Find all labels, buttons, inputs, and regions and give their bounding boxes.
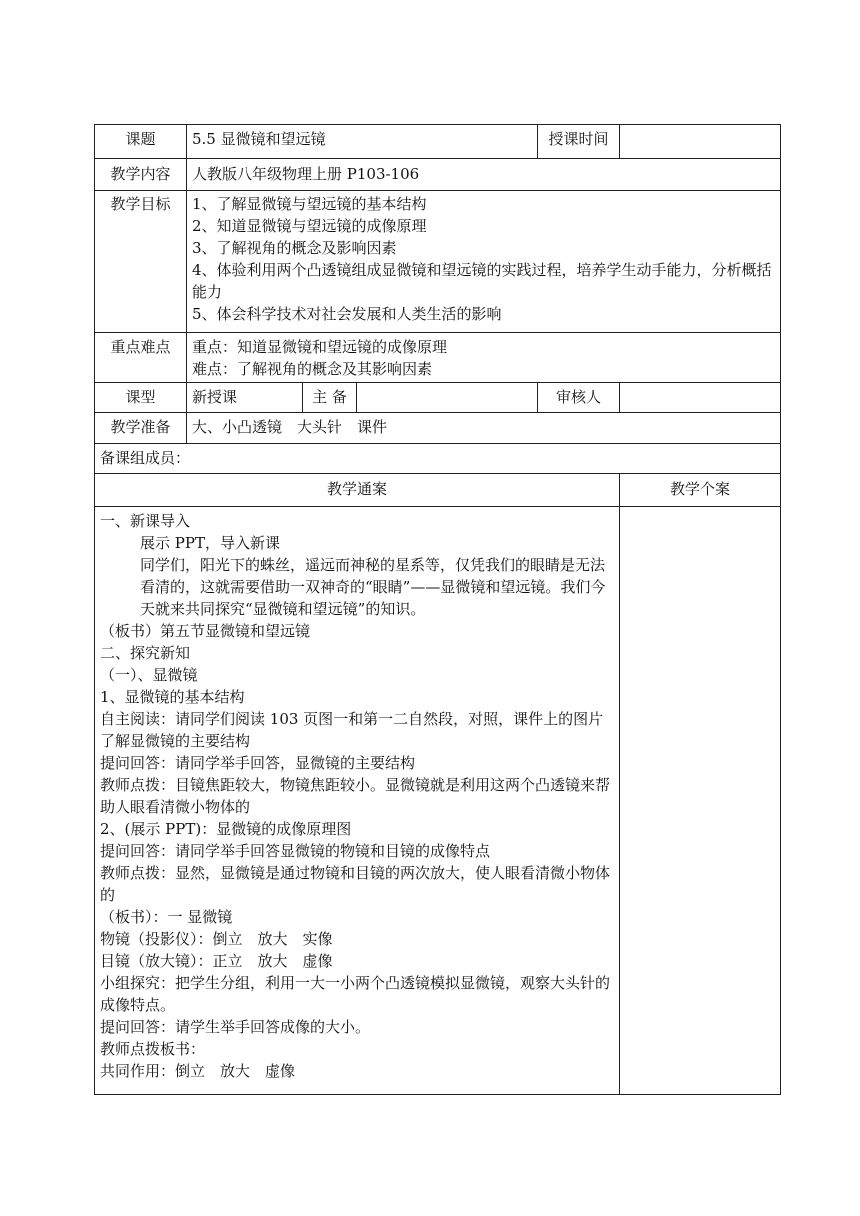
goals-row [95, 191, 781, 333]
goal-item: 2、知道显微镜与望远镜的成像原理 [192, 217, 427, 235]
topic-value: 5.5 显微镜和望远镜 [187, 125, 538, 159]
goals-label: 教学目标 [95, 191, 187, 333]
body-line: 提问回答：请同学举手回答，显微镜的主要结构 [100, 754, 416, 772]
time-value [620, 125, 781, 159]
body-line: （板书）第五节显微镜和望远镜 [100, 622, 311, 640]
common-plan-header: 教学通案 [95, 474, 620, 507]
goal-item: 1、了解显微镜与望远镜的基本结构 [192, 195, 427, 213]
goal-item: 3、了解视角的概念及影响因素 [192, 239, 397, 257]
key-points-row [95, 333, 781, 383]
body-line: 自主阅读：请同学们阅读 103 页图一和第一二自然段，对照，课件上的图片了解显微镜的主要结构 [100, 710, 604, 750]
body-line: （板书）：一 显微镜 [100, 908, 233, 926]
lesson-plan-table [94, 124, 781, 1095]
body-line: 小组探究：把学生分组，利用一大一小两个凸透镜模拟显微镜，观察大头针的成像特点。 [100, 974, 611, 1014]
group-row [95, 444, 781, 474]
body-line: 教师点拨：显然，显微镜是通过物镜和目镜的两次放大，使人眼看清微小物体的 [100, 864, 611, 904]
topic-label: 课题 [95, 125, 187, 159]
body-line: 物镜（投影仪）：倒立 放大 实像 [100, 930, 333, 948]
individual-plan-body [620, 507, 781, 1095]
goals-list [187, 191, 781, 333]
review-label: 审核人 [538, 383, 620, 413]
prep-value: 大、小凸透镜 大头针 课件 [187, 413, 781, 444]
time-label: 授课时间 [538, 125, 620, 159]
type-label: 课型 [95, 383, 187, 413]
body-line: 展示 PPT，导入新课 [140, 534, 280, 552]
body-line: 1、显微镜的基本结构 [100, 688, 245, 706]
body-line: 教师点拨：目镜焦距较大，物镜焦距较小。显微镜就是利用这两个凸透镜来帮助人眼看清微小物体的 [100, 776, 611, 816]
lead-value [357, 383, 538, 413]
body-line: 提问回答：请同学举手回答显微镜的物镜和目镜的成像特点 [100, 842, 491, 860]
goal-item: 5、体会科学技术对社会发展和人类生活的影响 [192, 305, 502, 323]
key-point: 难点：了解视角的概念及其影响因素 [192, 360, 433, 378]
group-label: 备课组成员： [95, 444, 781, 474]
review-value [620, 383, 781, 413]
body-line: 同学们，阳光下的蛛丝，遥远而神秘的星系等，仅凭我们的眼睛是无法看清的，这就需要借助一双神奇的“眼睛”——显微镜和望远镜。我们今天就来共同探究“显微镜和望远镜”的知识。 [140, 556, 606, 618]
content-row [95, 159, 781, 191]
topic-row [95, 125, 781, 159]
prep-row [95, 413, 781, 444]
type-value: 新授课 [187, 383, 303, 413]
key-point: 重点：知道显微镜和望远镜的成像原理 [192, 338, 448, 356]
individual-plan-header: 教学个案 [620, 474, 781, 507]
common-plan-body [95, 507, 620, 1095]
body-line: 二、探究新知 [100, 644, 191, 662]
type-row [95, 383, 781, 413]
body-line: 2、(展示 PPT)：显微镜的成像原理图 [100, 820, 352, 838]
goal-item: 4、体验利用两个凸透镜组成显微镜和望远镜的实践过程，培养学生动手能力，分析概括能力 [192, 261, 772, 301]
key-points [187, 333, 781, 383]
body-line: 一、新课导入 [100, 512, 191, 530]
column-header-row [95, 474, 781, 507]
body-line: 共同作用：倒立 放大 虚像 [100, 1062, 296, 1080]
lead-label: 主 备 [303, 383, 357, 413]
content-label: 教学内容 [95, 159, 187, 191]
body-line: 教师点拨板书： [100, 1040, 206, 1058]
prep-label: 教学准备 [95, 413, 187, 444]
content-value: 人教版八年级物理上册 P103-106 [187, 159, 781, 191]
body-row [95, 507, 781, 1095]
key-label: 重点难点 [95, 333, 187, 383]
body-line: 目镜（放大镜）：正立 放大 虚像 [100, 952, 333, 970]
body-line: （一）、显微镜 [100, 666, 198, 684]
body-line: 提问回答：请学生举手回答成像的大小。 [100, 1018, 371, 1036]
